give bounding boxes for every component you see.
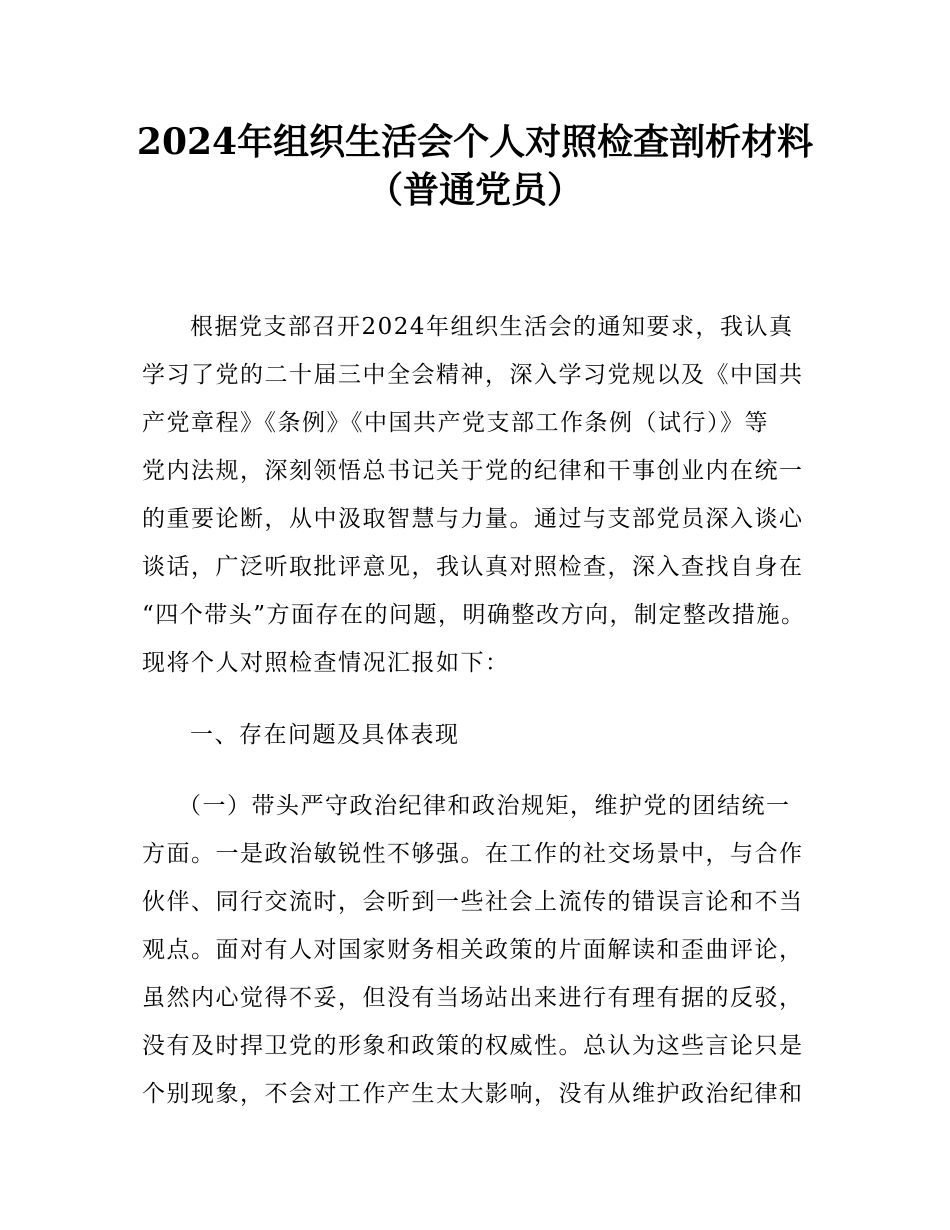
paragraph-line: “四个带头”方面存在的问题，明确整改方向，制定整改措施。 (142, 602, 806, 628)
paragraph-line: 个别现象，不会对工作产生太大影响，没有从维护政治纪律和 (142, 1081, 804, 1107)
paragraph-line: 产党章程》《条例》《中国共产党支部工作条例（试行）》等 (142, 410, 769, 436)
paragraph-line: 根据党支部召开2024年组织生活会的通知要求，我认真 (190, 314, 794, 340)
section-heading: 一、存在问题及具体表现 (190, 722, 460, 748)
paragraph-line: 党内法规，深刻领悟总书记关于党的纪律和干事创业内在统一 (142, 458, 804, 484)
paragraph-line: 虽然内心觉得不妥，但没有当场站出来进行有理有据的反驳， (142, 985, 804, 1011)
document-subtitle: （普通党员） (366, 169, 583, 211)
paragraph-line: 现将个人对照检查情况汇报如下： (142, 650, 510, 676)
paragraph-line: 观点。面对有人对国家财务相关政策的片面解读和歪曲评论， (142, 937, 804, 963)
subsection-heading-line: （一）带头严守政治纪律和政治规矩，维护党的团结统一 (178, 793, 791, 819)
paragraph-line: 的重要论断，从中汲取智慧与力量。通过与支部党员深入谈心 (142, 506, 804, 532)
paragraph-line: 没有及时捍卫党的形象和政策的权威性。总认为这些言论只是 (142, 1033, 804, 1059)
paragraph-line: 学习了党的二十届三中全会精神，深入学习党规以及《中国共 (142, 362, 804, 388)
paragraph-line: 谈话，广泛听取批评意见，我认真对照检查，深入查找自身在 (142, 554, 804, 580)
paragraph-line: 伙伴、同行交流时，会听到一些社会上流传的错误言论和不当 (142, 889, 804, 915)
paragraph-line: 方面。一是政治敏锐性不够强。在工作的社交场景中，与合作 (142, 841, 804, 867)
document-title: 2024年组织生活会个人对照检查剖析材料 (136, 121, 814, 163)
